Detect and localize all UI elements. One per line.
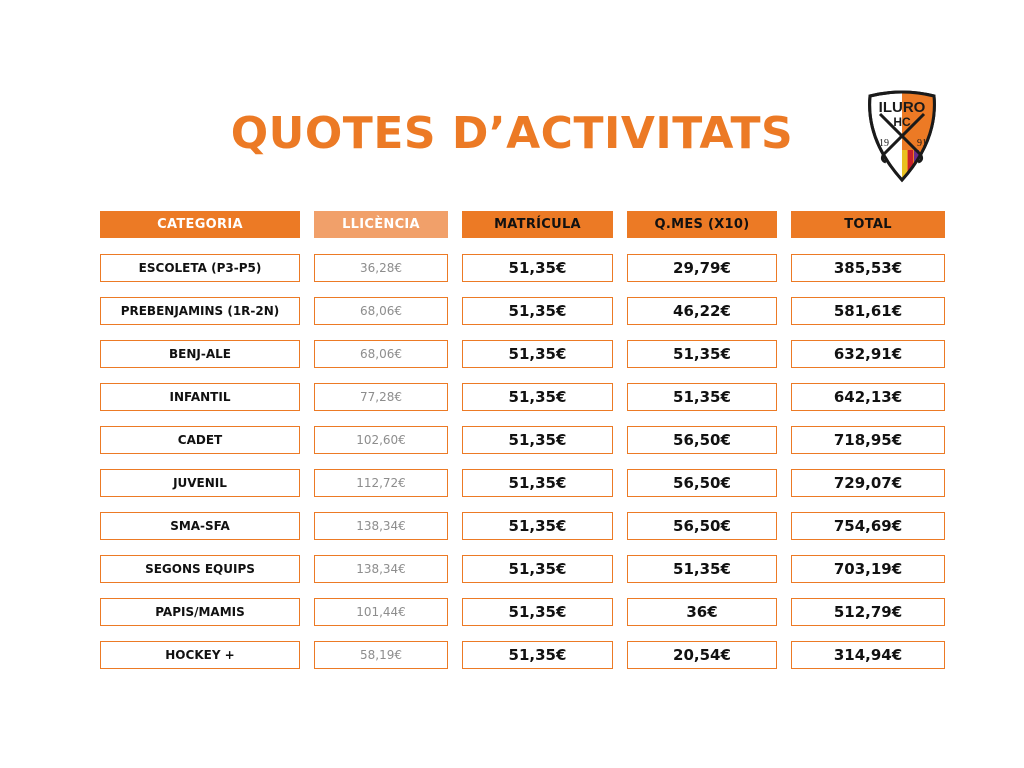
cell-qmes: 46,22€ [627,297,777,325]
cell-matricula: 51,35€ [462,598,613,626]
header-qmes: Q.MES (X10) [627,211,777,238]
cell-qmes: 51,35€ [627,555,777,583]
cell-matricula: 51,35€ [462,641,613,669]
cell-total: 729,07€ [791,469,945,497]
cell-total: 754,69€ [791,512,945,540]
cell-matricula: 51,35€ [462,469,613,497]
cell-categoria: BENJ-ALE [100,340,300,368]
cell-categoria: HOCKEY + [100,641,300,669]
header-categoria: CATEGORIA [100,211,300,238]
cell-llicencia: 36,28€ [314,254,448,282]
cell-categoria: SEGONS EQUIPS [100,555,300,583]
page-title: QUOTES D’ACTIVITATS [230,108,794,159]
cell-llicencia: 138,34€ [314,512,448,540]
cell-total: 703,19€ [791,555,945,583]
cell-llicencia: 101,44€ [314,598,448,626]
cell-categoria: CADET [100,426,300,454]
header-matricula: MATRÍCULA [462,211,613,238]
cell-qmes: 36€ [627,598,777,626]
logo-sub: HC [893,115,911,129]
cell-categoria: SMA-SFA [100,512,300,540]
club-logo [864,90,940,184]
cell-matricula: 51,35€ [462,254,613,282]
cell-llicencia: 68,06€ [314,340,448,368]
cell-categoria: ESCOLETA (P3-P5) [100,254,300,282]
cell-total: 512,79€ [791,598,945,626]
cell-total: 632,91€ [791,340,945,368]
header-llicencia: LLICÈNCIA [314,211,448,238]
cell-llicencia: 112,72€ [314,469,448,497]
cell-llicencia: 102,60€ [314,426,448,454]
logo-year-right: 91 [917,138,927,149]
logo-year-left: 19 [879,138,889,149]
cell-matricula: 51,35€ [462,297,613,325]
cell-total: 718,95€ [791,426,945,454]
cell-total: 385,53€ [791,254,945,282]
cell-categoria: JUVENIL [100,469,300,497]
cell-qmes: 56,50€ [627,469,777,497]
header-total: TOTAL [791,211,945,238]
cell-llicencia: 58,19€ [314,641,448,669]
cell-llicencia: 68,06€ [314,297,448,325]
cell-matricula: 51,35€ [462,340,613,368]
cell-qmes: 20,54€ [627,641,777,669]
cell-llicencia: 77,28€ [314,383,448,411]
cell-qmes: 51,35€ [627,340,777,368]
cell-qmes: 29,79€ [627,254,777,282]
cell-total: 642,13€ [791,383,945,411]
cell-llicencia: 138,34€ [314,555,448,583]
cell-matricula: 51,35€ [462,383,613,411]
cell-matricula: 51,35€ [462,555,613,583]
cell-qmes: 56,50€ [627,426,777,454]
cell-categoria: PREBENJAMINS (1R-2N) [100,297,300,325]
logo-name: ILURO [878,99,926,116]
cell-qmes: 51,35€ [627,383,777,411]
cell-total: 314,94€ [791,641,945,669]
cell-matricula: 51,35€ [462,426,613,454]
cell-matricula: 51,35€ [462,512,613,540]
cell-total: 581,61€ [791,297,945,325]
cell-qmes: 56,50€ [627,512,777,540]
cell-categoria: INFANTIL [100,383,300,411]
cell-categoria: PAPIS/MAMIS [100,598,300,626]
